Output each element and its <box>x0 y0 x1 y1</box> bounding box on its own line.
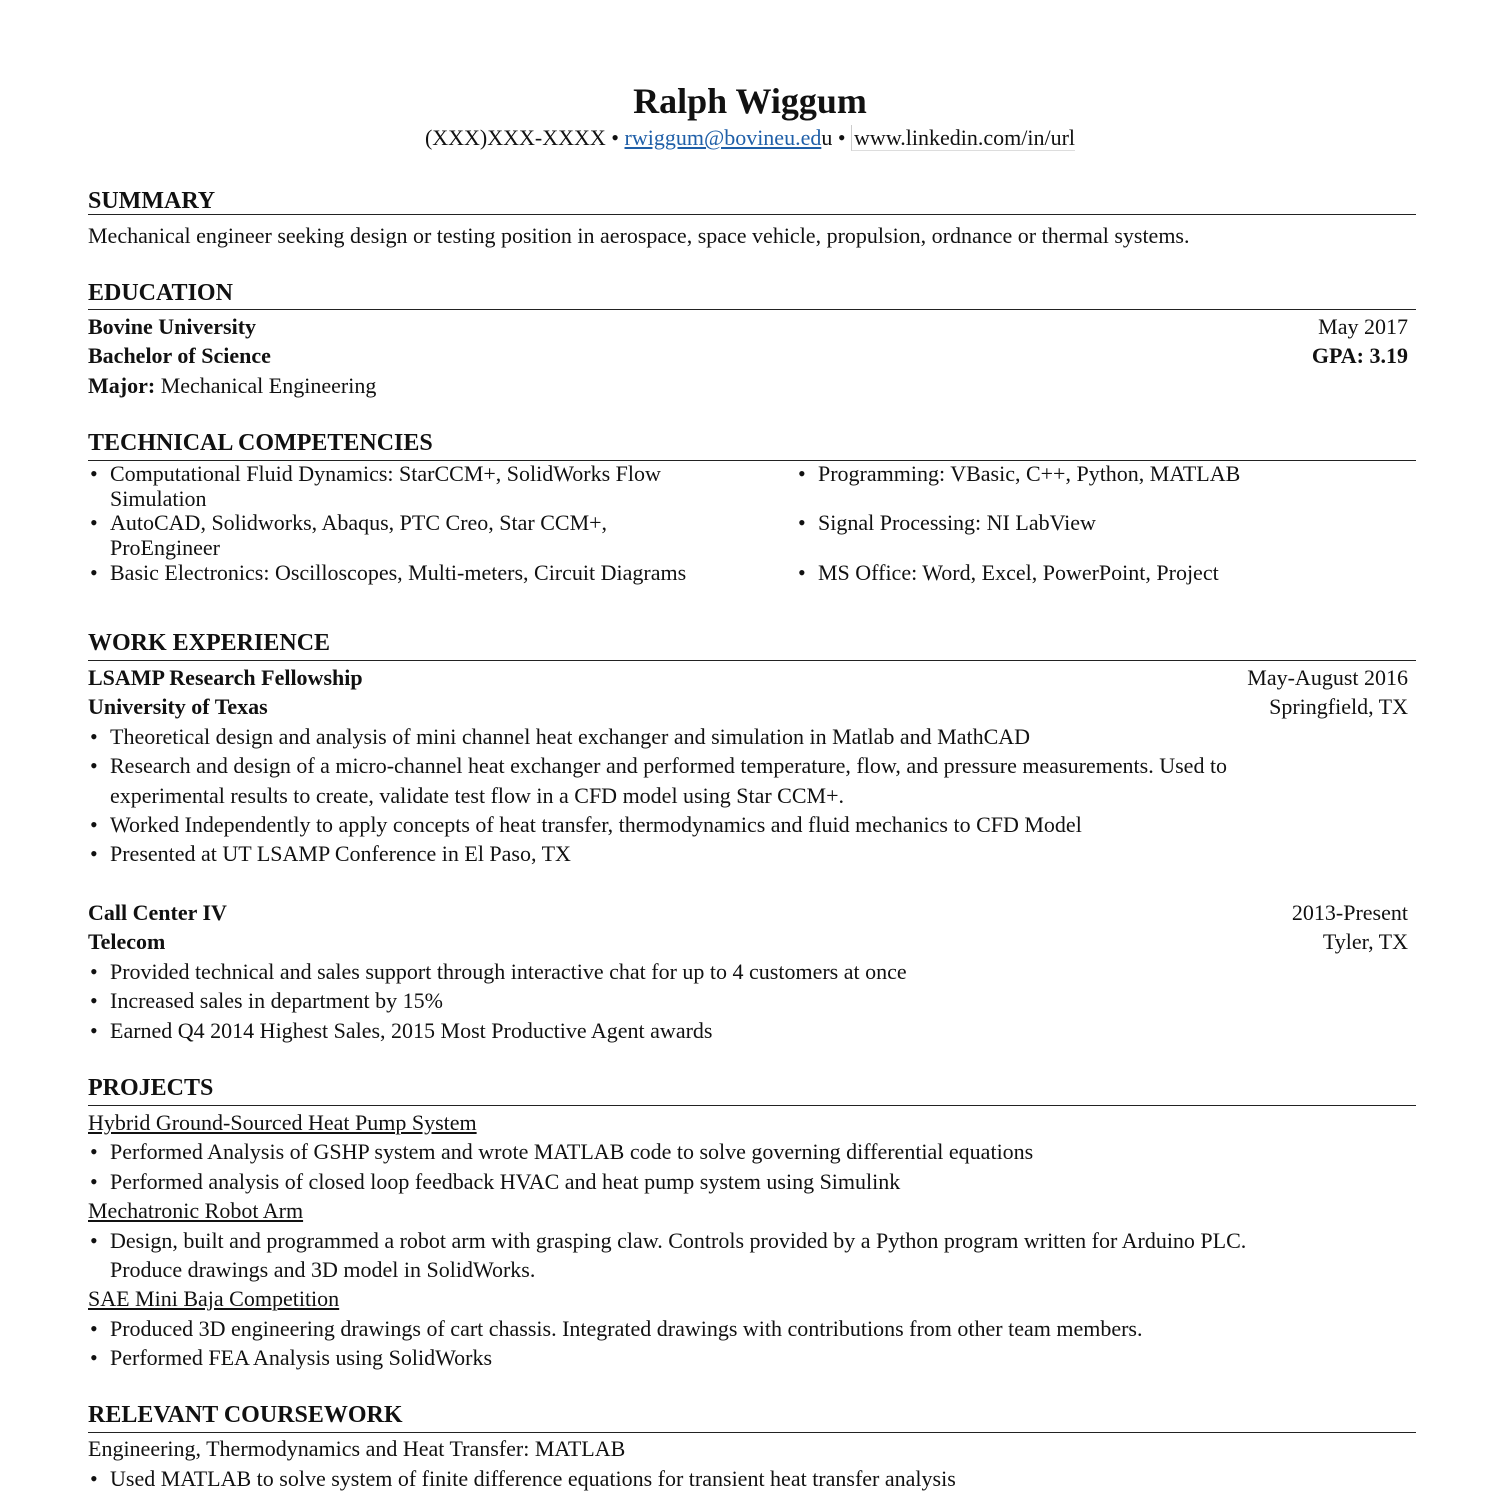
course-bullet: • Used MATLAB to solve system of finite difference equations for transient heat transfer analysis <box>88 1466 956 1492</box>
project-bullet: • Produced 3D engineering drawings of cart chassis. Integrated drawings with contributions from other team members. <box>88 1316 1143 1342</box>
job-bullet: • Research and design of a micro-channel heat exchanger and performed temperature, flow, and pressure measurements. Used to <box>88 753 1227 779</box>
phone: (XXX)XXX-XXXX <box>424 125 606 150</box>
major <box>88 373 376 399</box>
job-bullet: • Theoretical design and analysis of mini channel heat exchanger and simulation in Matlab and MathCAD <box>88 724 1030 750</box>
job-location: Springfield, TX <box>1269 694 1408 719</box>
projects-heading: PROJECTS <box>88 1075 214 1101</box>
course-title: Engineering, Thermodynamics and Heat Transfer: MATLAB <box>88 1436 626 1461</box>
job-bullet: • Worked Independently to apply concepts of heat transfer, thermodynamics and fluid mechanics to CFD Model <box>88 812 1082 838</box>
project-bullet: • Performed analysis of closed loop feedback HVAC and heat pump system using Simulink <box>88 1169 900 1195</box>
job-bullet: • Provided technical and sales support through interactive chat for up to 4 customers at once <box>88 959 907 985</box>
divider <box>88 1105 1416 1106</box>
email-tail: u <box>821 125 833 150</box>
job-date: 2013-Present <box>1291 900 1408 925</box>
project-title: Mechatronic Robot Arm <box>88 1198 304 1223</box>
project-title: Hybrid Ground-Sourced Heat Pump System <box>88 1110 477 1135</box>
major-label: Major: <box>88 373 156 398</box>
competency-item-cont: Simulation <box>110 486 207 511</box>
separator: • <box>611 125 619 150</box>
competencies-heading: TECHNICAL COMPETENCIES <box>88 430 433 456</box>
graduation-date: May 2017 <box>1318 314 1408 339</box>
resume-name: Ralph Wiggum <box>633 81 867 121</box>
linkedin-link[interactable]: www.linkedin.com/in/url <box>851 125 1075 151</box>
competency-item: • AutoCAD, Solidworks, Abaqus, PTC Creo, Star CCM+, <box>88 510 607 536</box>
project-bullet: • Performed Analysis of GSHP system and wrote MATLAB code to solve governing differential equations <box>88 1139 1033 1165</box>
job-bullet: • Presented at UT LSAMP Conference in El Paso, TX <box>88 841 571 867</box>
job-org: University of Texas <box>88 694 268 719</box>
job-title: Call Center IV <box>88 900 227 925</box>
contact-line <box>0 125 1500 151</box>
divider <box>88 214 1416 215</box>
project-bullet: • Performed FEA Analysis using SolidWorks <box>88 1345 492 1371</box>
divider <box>88 309 1416 310</box>
work-heading: WORK EXPERIENCE <box>88 630 331 656</box>
project-bullet-cont: Produce drawings and 3D model in SolidWorks. <box>110 1257 536 1282</box>
job-bullet-cont: experimental results to create, validate test flow in a CFD model using Star CCM+. <box>110 783 844 808</box>
degree: Bachelor of Science <box>88 343 271 368</box>
summary-heading: SUMMARY <box>88 188 216 214</box>
competency-item-cont: ProEngineer <box>110 535 220 560</box>
job-org: Telecom <box>88 929 166 954</box>
competency-item: • Basic Electronics: Oscilloscopes, Multi-meters, Circuit Diagrams <box>88 560 686 586</box>
competency-item: • Computational Fluid Dynamics: StarCCM+, SolidWorks Flow <box>88 461 661 487</box>
education-heading: EDUCATION <box>88 280 233 306</box>
competency-item: • Programming: VBasic, C++, Python, MATLAB <box>796 461 1240 487</box>
divider <box>88 1432 1416 1433</box>
project-title: SAE Mini Baja Competition <box>88 1286 340 1311</box>
separator: • <box>837 125 846 150</box>
gpa: GPA: 3.19 <box>1311 343 1408 368</box>
school: Bovine University <box>88 314 257 339</box>
coursework-heading: RELEVANT COURSEWORK <box>88 1402 403 1428</box>
job-title: LSAMP Research Fellowship <box>88 665 363 690</box>
competency-item: • Signal Processing: NI LabView <box>796 510 1096 536</box>
job-date: May-August 2016 <box>1247 665 1408 690</box>
email-link[interactable]: rwiggum@bovineu.ed <box>624 125 822 150</box>
competency-item: • MS Office: Word, Excel, PowerPoint, Project <box>796 560 1219 586</box>
divider <box>88 660 1416 661</box>
job-bullet: • Increased sales in department by 15% <box>88 988 443 1014</box>
project-bullet: • Design, built and programmed a robot arm with grasping claw. Controls provided by a Python program written for Arduino PLC. <box>88 1228 1246 1254</box>
summary-text: Mechanical engineer seeking design or testing position in aerospace, space vehicle, propulsion, ordnance or thermal systems. <box>88 223 1190 248</box>
job-bullet: • Earned Q4 2014 Highest Sales, 2015 Most Productive Agent awards <box>88 1018 712 1044</box>
job-location: Tyler, TX <box>1322 929 1408 954</box>
major-value: Mechanical Engineering <box>155 373 377 398</box>
